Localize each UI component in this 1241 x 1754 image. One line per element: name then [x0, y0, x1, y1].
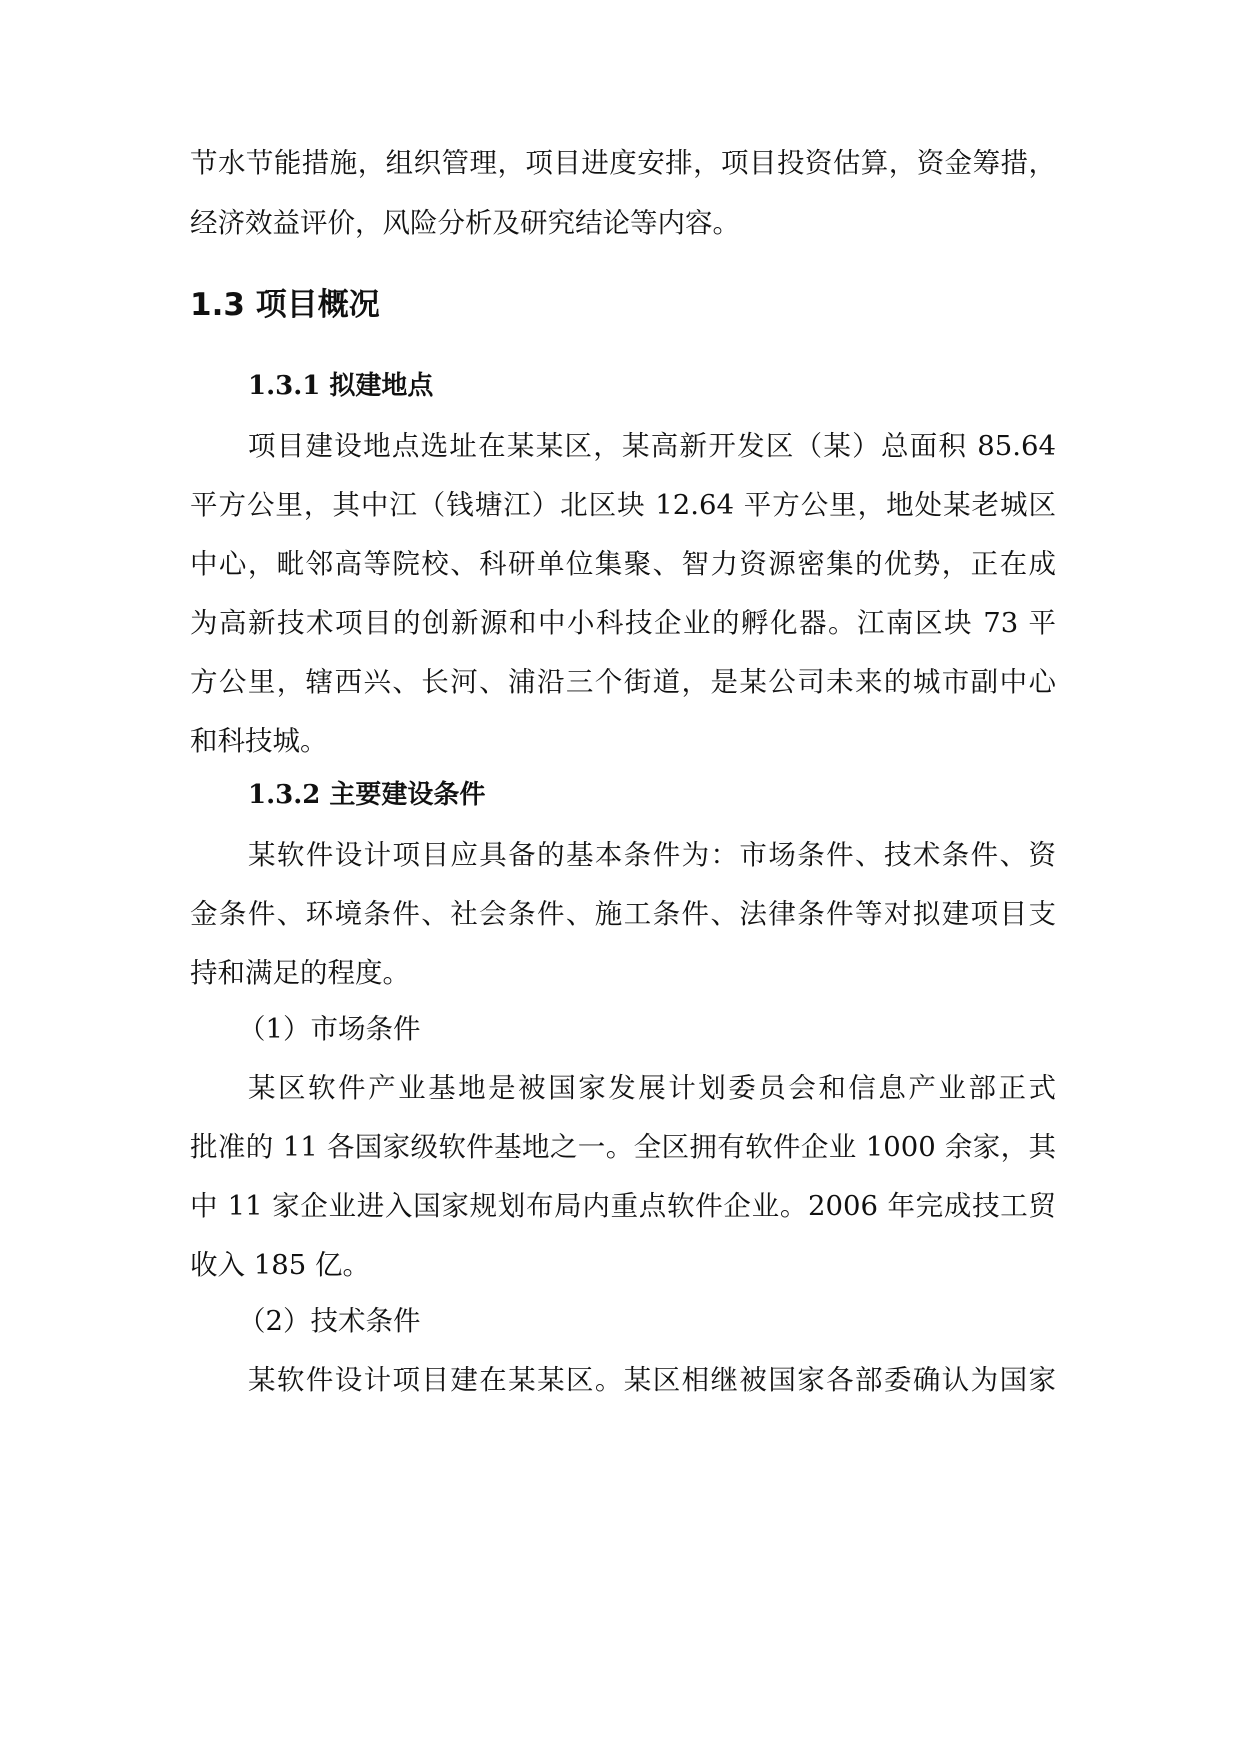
- conditions-paragraph-line: 金条件、环境条件、社会条件、施工条件、法律条件等对拟建项目支: [190, 898, 1056, 930]
- location-paragraph-line: 平方公里，其中江（钱塘江）北区块 12.64 平方公里，地处某老城区: [190, 489, 1056, 521]
- conditions-paragraph-line: 持和满足的程度。: [190, 957, 410, 989]
- location-paragraph-line: 和科技城。: [190, 725, 328, 757]
- location-paragraph-line: 方公里，辖西兴、长河、浦沿三个街道，是某公司未来的城市副中心: [190, 666, 1056, 698]
- subsection-heading-location: 1.3.1 拟建地点: [248, 371, 434, 401]
- location-paragraph-line: 为高新技术项目的创新源和中小科技企业的孵化器。江南区块 73 平: [190, 607, 1056, 639]
- conditions-paragraph-line: 某软件设计项目应具备的基本条件为：市场条件、技术条件、资: [248, 839, 1056, 871]
- location-paragraph-line: 中心，毗邻高等院校、科研单位集聚、智力资源密集的优势，正在成: [190, 548, 1056, 580]
- section-heading: 1.3 项目概况: [190, 287, 380, 323]
- market-paragraph-line: 中 11 家企业进入国家规划布局内重点软件企业。2006 年完成技工贸: [190, 1190, 1056, 1222]
- subsection-heading-conditions: 1.3.2 主要建设条件: [248, 780, 486, 810]
- market-paragraph-line: 某区软件产业基地是被国家发展计划委员会和信息产业部正式: [248, 1072, 1056, 1104]
- intro-line-1: 节水节能措施，组织管理，项目进度安排，项目投资估算，资金筹措，: [190, 147, 1056, 179]
- market-paragraph-line: 收入 185 亿。: [190, 1249, 370, 1281]
- location-paragraph-line: 项目建设地点选址在某某区，某高新开发区（某）总面积 85.64: [248, 430, 1056, 462]
- market-paragraph-line: 批准的 11 各国家级软件基地之一。全区拥有软件企业 1000 余家，其: [190, 1131, 1056, 1163]
- market-heading: （1）市场条件: [238, 1013, 421, 1045]
- tech-paragraph-line: 某软件设计项目建在某某区。某区相继被国家各部委确认为国家: [248, 1364, 1056, 1396]
- tech-heading: （2）技术条件: [238, 1305, 421, 1337]
- intro-line-2: 经济效益评价，风险分析及研究结论等内容。: [190, 207, 740, 239]
